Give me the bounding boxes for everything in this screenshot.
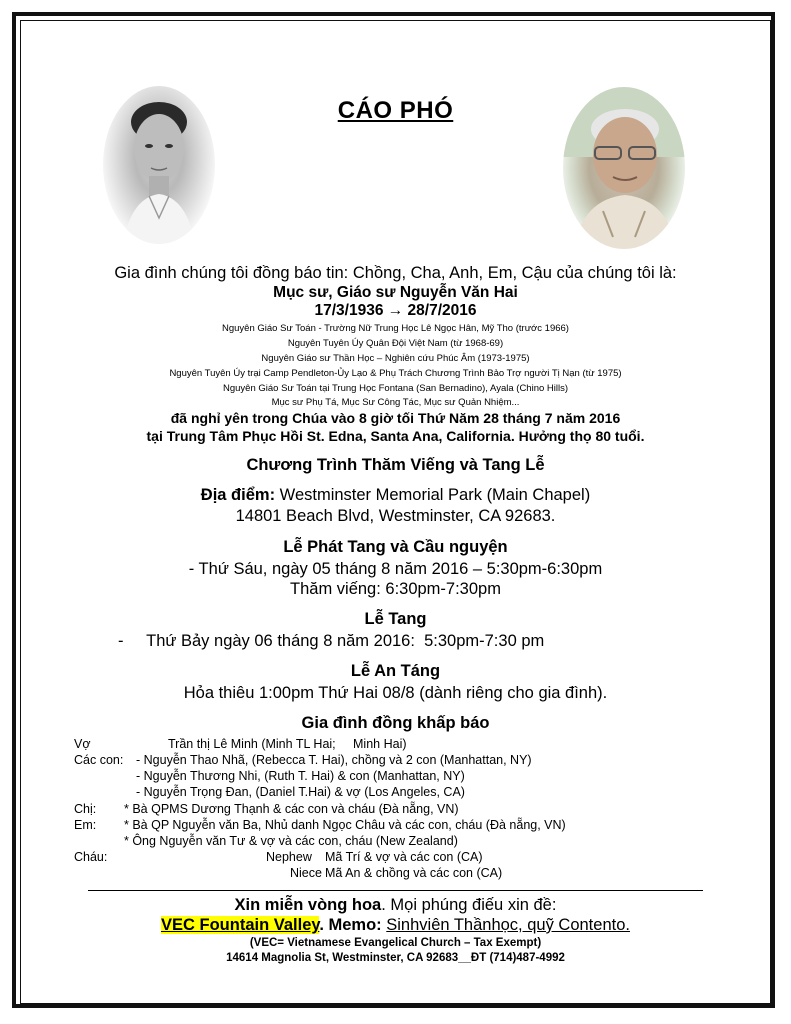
- siblings-label: Em:: [74, 818, 97, 832]
- portrait-young-photo: [103, 86, 215, 244]
- condolence-text: . Mọi phúng điếu xin đề:: [381, 896, 557, 914]
- bio-line: Nguyên Tuyên Úy Quân Đội Việt Nam (từ 1968-69): [287, 338, 504, 349]
- nephew-value: Mã Trí & vợ và các con (CA): [325, 850, 483, 864]
- burial-time: Hỏa thiêu 1:00pm Thứ Hai 08/8 (dành riêng cho gia đình).: [183, 684, 608, 702]
- funeral-heading: Lễ Tang: [364, 610, 427, 628]
- memo-prefix: . Memo:: [319, 916, 387, 934]
- sister-label: Chị:: [74, 802, 97, 816]
- portrait-elder-photo: [563, 87, 685, 249]
- wake-heading: Lễ Phát Tang và Cầu nguyện: [283, 538, 508, 556]
- location-address: 14801 Beach Blvd, Westminster, CA 92683.: [235, 507, 556, 525]
- sibling-item: * Bà QP Nguyễn văn Ba, Nhủ danh Ngọc Châu và các con, cháu (Đà nẵng, VN): [124, 818, 566, 832]
- niece-value: Mã An & chồng và các con (CA): [325, 866, 503, 880]
- children-label: Các con:: [74, 753, 124, 767]
- program-heading: Chương Trình Thăm Viếng và Tang Lễ: [246, 456, 545, 474]
- nephew-role: Nephew: [266, 850, 312, 864]
- bio-line: Nguyên Tuyên Úy trại Camp Pendleton-Ủy Lạo & Phụ Trách Chương Trình Bảo Trợ người Tị Nạn (từ 1975): [169, 368, 622, 379]
- funeral-time: - Thứ Bảy ngày 06 tháng 8 năm 2016: 5:30pm-7:30 pm: [118, 632, 545, 650]
- grandchildren-label: Cháu:: [74, 850, 108, 864]
- passed-location-line: tại Trung Tâm Phục Hồi St. Edna, Santa Ana, California. Hưởng thọ 80 tuổi.: [146, 428, 645, 444]
- page-title: CÁO PHÓ: [337, 97, 454, 124]
- bio-line: Nguyên Giáo sư Thần Học – Nghiên cứu Phúc Âm (1973-1975): [261, 353, 530, 364]
- sister-value: * Bà QPMS Dương Thạnh & các con và cháu (Đà nẵng, VN): [124, 802, 459, 816]
- passed-line: đã nghỉ yên trong Chúa vào 8 giờ tối Thứ Năm 28 tháng 7 năm 2016: [170, 410, 621, 426]
- wife-label: Vợ: [74, 737, 91, 751]
- wife-value: Trần thị Lê Minh (Minh TL Hai; Minh Hai): [168, 737, 407, 751]
- wake-time: - Thứ Sáu, ngày 05 tháng 8 năm 2016 – 5:30pm-6:30pm: [188, 560, 603, 578]
- child-item: - Nguyễn Thương Nhi, (Ruth T. Hai) & con (Manhattan, NY): [136, 769, 465, 783]
- sibling-item: * Ông Nguyễn văn Tư & vợ và các con, cháu (New Zealand): [124, 834, 458, 848]
- donation-line: [40, 916, 751, 935]
- bio-line: Mục sư Phụ Tá, Mục Sư Công Tác, Mục sư Quản Nhiệm...: [271, 397, 520, 408]
- vec-note: (VEC= Vietnamese Evangelical Church – Tax Exempt): [249, 937, 542, 949]
- location-line: [40, 486, 751, 505]
- location-value: Westminster Memorial Park (Main Chapel): [275, 486, 591, 504]
- church-name: VEC Fountain Valley: [161, 916, 320, 934]
- child-item: - Nguyễn Thao Nhã, (Rebecca T. Hai), chồng và 2 con (Manhattan, NY): [136, 753, 532, 767]
- bio-line: Nguyên Giáo Sư Toán tại Trung Học Fontana (San Bernadino), Ayala (Chino Hills): [222, 383, 569, 394]
- visitation-time: Thăm viếng: 6:30pm-7:30pm: [290, 580, 501, 598]
- location-label: Địa điểm:: [200, 486, 276, 504]
- family-heading: Gia đình đồng khấp báo: [301, 714, 490, 732]
- life-dates: 17/3/1936 → 28/7/2016: [314, 302, 477, 319]
- no-flowers-text: Xin miễn vòng hoa: [234, 896, 382, 914]
- divider: [88, 890, 703, 891]
- niece-role: Niece: [290, 866, 322, 880]
- intro-text: Gia đình chúng tôi đồng báo tin: Chồng, Cha, Anh, Em, Cậu của chúng tôi là:: [114, 264, 677, 282]
- memo-value: Sinhviên Thầnhọc, quỹ Contento.: [386, 916, 630, 934]
- child-item: - Nguyễn Trọng Đan, (Daniel T.Hai) & vợ (Los Angeles, CA): [136, 785, 465, 799]
- bio-line: Nguyên Giáo Sư Toán - Trường Nữ Trung Học Lê Ngọc Hân, Mỹ Tho (trước 1966): [222, 323, 569, 334]
- burial-heading: Lễ An Táng: [350, 662, 441, 680]
- church-address: 14614 Magnolia St, Westminster, CA 92683__ĐT (714)487-4992: [226, 952, 565, 964]
- deceased-name: Mục sư, Giáo sư Nguyễn Văn Hai: [273, 284, 518, 301]
- flowers-line: [40, 896, 751, 915]
